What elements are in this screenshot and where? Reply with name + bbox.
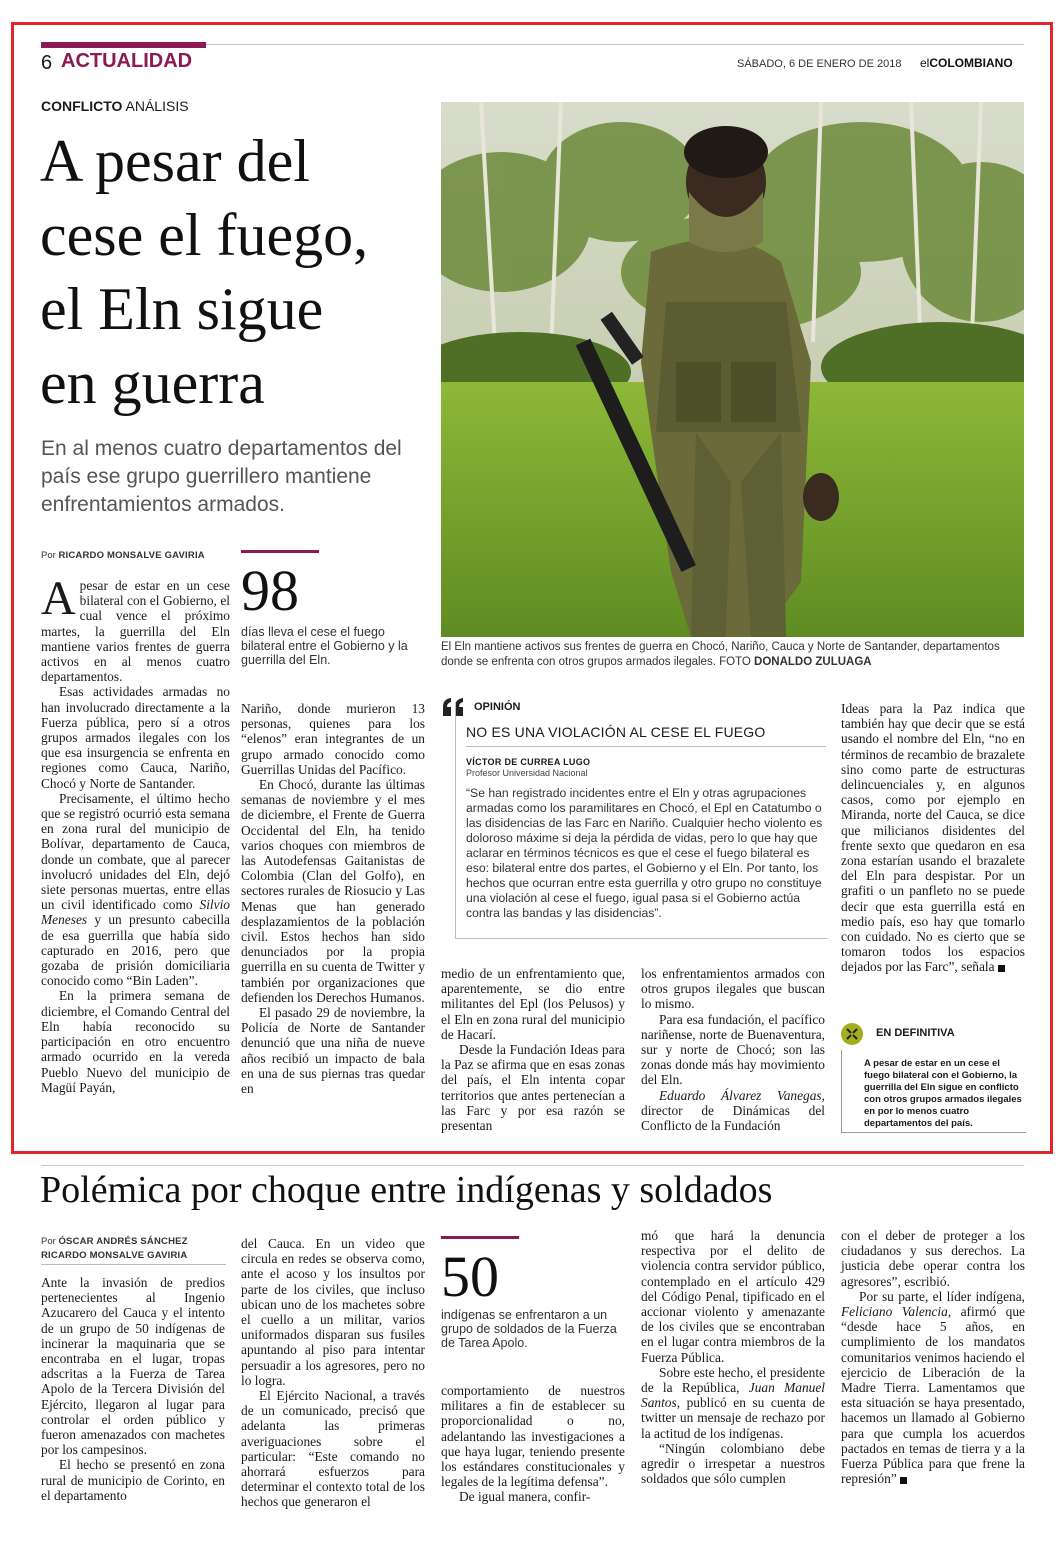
deck: En al menos cuatro departamentos del país ese grupo guerrillero mantiene enfrentamientos armados.	[41, 437, 402, 516]
headline-line: cese el fuego,	[40, 202, 369, 268]
story1-column-1	[41, 572, 230, 1095]
opinion-role: Profesor Universidad Nacional	[466, 768, 588, 778]
opinion-title: NO ES UNA VIOLACIÓN AL CESE EL FUEGO	[466, 724, 766, 740]
paragraph	[641, 1088, 825, 1134]
paragraph	[841, 1289, 1025, 1487]
soldier-photo	[441, 102, 1024, 637]
paragraph-text: Por su parte, el líder indígena,	[859, 1288, 1025, 1304]
page-number: 6	[41, 52, 53, 74]
paragraph-text: Precisamente, el último hecho que se registró ocurrió esta semana en zona rural del municipio de Bolívar, departamento de Cauca, donde un combate, que al parecer involucró unidades del Eln, dejó siete personas muertas, entre ellas un civil identificado como	[41, 790, 230, 913]
person-name: Juan Manuel Santos	[641, 1380, 826, 1411]
story2-column-1	[41, 1275, 225, 1503]
paragraph: En Chocó, durante las últimas semanas de noviembre y el mes de diciembre, el Frente de Guerra Occidental del Eln, ha tenido varios choques con miembros de las Autodefensas Gaitanistas de Colombia (Clan del Golfo), en sectores rurales de Riosucio y Las Menas que han generado desplazamientos de la población civil. Estos hechos han sido denunciados por la propia guerrilla en su cuenta de Twitter y también por organizaciones que defienden los Derechos Humanos.	[241, 777, 425, 1005]
opinion-rule	[455, 702, 456, 938]
main-headline	[40, 124, 430, 420]
paragraph-text: , afirmó que “desde hace 5 años, en cumplimiento de los mandatos comunitarios venimos haciendo el ejercicio de Liberación de la Madre Tierra. Lamentamos que esta situación se haya presentado, hacemos un llamado al Gobierno para que cumpla los acuerdos pactados en temas de tierra y a la Fuerza Pública para que frene la represión”	[841, 1304, 1025, 1487]
byline-2	[41, 1236, 188, 1247]
paper-title: COLOMBIANO	[929, 56, 1013, 70]
photo-caption	[441, 640, 1026, 670]
header-rule	[206, 44, 1024, 45]
story2-column-3	[441, 1383, 625, 1505]
paragraph: medio de un enfrentamiento que, aparentemente, se dio entre militantes del Epl (los Pelusos) y el Eln en zona rural del municipio de Hacarí.	[441, 966, 625, 1042]
second-headline: Polémica por choque entre indígenas y soldados	[40, 1169, 773, 1211]
paragraph	[41, 791, 230, 989]
paragraph: El hecho se presentó en zona rural de municipio de Corinto, en el departamento	[41, 1457, 225, 1503]
story2-column-2	[241, 1236, 425, 1510]
opinion-rule	[466, 746, 826, 747]
opinion-label: OPINIÓN	[474, 701, 521, 713]
paragraph: Nariño, donde murieron 13 personas, quienes para los “elenos” eran integrantes de un grupo armado conocido como Guerrillas Unidas del Pacífico.	[241, 701, 425, 777]
paragraph	[841, 701, 1025, 975]
photo-credit: DONALDO ZULUAGA	[754, 656, 872, 668]
byline	[41, 550, 205, 561]
drop-cap: A	[41, 572, 76, 625]
section-label: ACTUALIDAD	[61, 50, 193, 72]
fact-number: 98	[241, 558, 299, 623]
paragraph	[41, 572, 230, 685]
fact-text-2: indígenas se enfrentaron a un grupo de soldados de la Fuerza de Tarea Apolo.	[441, 1308, 617, 1350]
paragraph: El Ejército Nacional, a través de un comunicado, precisó que adelanta las primeras averiguaciones sobre el particular: “Este comando no ahorrará esfuerzos para determinar el contexto total de los hechos que generaron el	[241, 1388, 425, 1510]
byline-rule	[41, 1264, 226, 1265]
paragraph: Ante la invasión de predios pertenecientes al Ingenio Azucarero del Cauca y el intento de un grupo de 50 indígenas de incinerar la maquinaria que se encontraba en el lugar, tropas adscritas a la Fuerza de Tarea Apolo de la Tercera División del Ejército, llegaron al lugar para controlar el orden público y fueron amenazados con machetes por los campesinos.	[41, 1275, 225, 1458]
story1-column-4	[641, 966, 825, 1133]
paragraph: mó que hará la denuncia respectiva por el delito de violencia contra servidor público, contemplado en el artículo 429 del Código Penal, tipificado en el accionar violento y amenazante de los civiles que se encontraban en el lugar contra miembros de la Fuerza Pública.	[641, 1228, 825, 1365]
opinion-rule	[455, 938, 827, 939]
person-name: Silvio Meneses	[41, 897, 230, 928]
paragraph-text: y un presunto cabecilla de esa guerrilla que había sido capturado en 2016, pero que gozaba de prisión domiciliaria conocido como “Bin Laden”.	[41, 912, 230, 989]
story2-column-5	[841, 1228, 1025, 1486]
byline-name: ÓSCAR ANDRÉS SÁNCHEZ	[58, 1236, 188, 1247]
fact-bar	[241, 550, 319, 553]
paragraph: Esas actividades armadas no han involucrado directamente a la Fuerza pública, pero sí a otros grupos armados ilegales con los que esa insurgencia se enfrenta en regiones como Cauca, Nariño, Chocó y Norte de Santander.	[41, 684, 230, 791]
paragraph-text: , director de Dinámicas del Conflicto de la Fundación	[641, 1087, 825, 1134]
definitiva-text: A pesar de estar en un cese el fuego bilateral con el Gobierno, la guerrilla del Eln sigue en conflicto con otros grupos armados ilegales en por lo menos cuatro departamentos del país.	[864, 1058, 1022, 1129]
fact-number-2: 50	[441, 1244, 499, 1309]
story-divider	[41, 1165, 1024, 1166]
paragraph: “Ningún colombiano debe agredir o irrespetar a nuestros soldados que sólo cumplen	[641, 1440, 825, 1487]
credit-prefix: FOTO	[715, 656, 755, 668]
paragraph: Desde la Fundación Ideas para la Paz se afirma que en esas zonas del país, el Eln intenta copar territorios que antes pertenecían a las Farc y por esa razón se presentan	[441, 1042, 625, 1134]
person-name: Eduardo Álvarez Vanegas	[659, 1087, 822, 1103]
story2-column-4	[641, 1228, 825, 1486]
quote-icon	[441, 696, 465, 718]
paragraph: los enfrentamientos armados con otros grupos ilegales que buscan lo mismo.	[641, 966, 825, 1012]
story1-column-3	[441, 966, 625, 1133]
fact-text: días lleva el cese el fuego bilateral entre el Gobierno y la guerrilla del Eln.	[241, 625, 408, 667]
person-name: Feliciano Valencia	[841, 1304, 948, 1320]
paragraph: comportamiento de nuestros militares a fin de establecer su proporcionalidad o no, adelantando las investigaciones a que haya lugar, teniendo presente los estándares constitucionales y legales de la legítima defensa”.	[441, 1383, 625, 1490]
fact-bar	[441, 1236, 519, 1239]
story1-column-5	[841, 701, 1025, 975]
newspaper-name	[920, 56, 1013, 70]
definitiva-title: EN DEFINITIVA	[876, 1027, 955, 1039]
kicker-bold: CONFLICTO	[41, 98, 123, 114]
paragraph-text: Ideas para la Paz indica que también hay que decir que se está usando el nombre del Eln, “no en términos de recambio de brazalete sino como parte de estructuras delincuenciales y, en algunos casos, como por ejemplo en Miranda, norte del Cauca, se dice que milicianos disidentes del frente sexto que quedaron en esa zona estarían usando el brazalete del Eln para despistar. Por un grafiti o un panfleto no se puede decir que esta guerrilla está en medio país, eso hay que tomarlo con cuidado. No es cierto que se tomaron todos los espacios dejados por las Farc”, señala	[841, 701, 1025, 975]
section-bar	[41, 42, 206, 48]
opinion-text: “Se han registrado incidentes entre el Eln y otras agrupaciones armadas como los paramilitares en Chocó, el Epl en Catatumbo o las disidencias de las Farc en Nariño. Cualquier hecho violento es doloroso máxime si deja la pérdida de vidas, pero lo que hay que aclarar en términos técnicos es que el cese el fuego bilateral es eso: bilateral entre dos partes, el Gobierno y el Eln. Por tanto, los hechos que ocurran entre esta guerrilla y otro grupo no constituye una violación al cese el fuego, igual pasa si el Gobierno actúa contra las bandas y las disidencias”.	[466, 786, 823, 920]
byline-2b	[41, 1250, 187, 1261]
definitiva-icon	[841, 1023, 863, 1045]
caption-text: El Eln mantiene activos sus frentes de guerra en Chocó, Nariño, Cauca y Norte de Santander, departamentos donde se enfrenta con otros grupos armados ilegales.	[441, 641, 1000, 668]
headline-line: A pesar del	[40, 128, 310, 194]
paragraph-text: pesar de estar en un cese bilateral con el Gobierno, el cual vence el próximo martes, la guerrilla del Eln mantiene varios frentes de guerra activos en al menos cuatro departamentos.	[41, 578, 230, 685]
paragraph-text: Sobre este hecho, el presidente de la República,	[641, 1364, 825, 1396]
soldier-photo-illustration	[441, 102, 1024, 637]
byline-prefix: Por	[41, 1236, 59, 1247]
paragraph: En la primera semana de diciembre, el Comando Central del Eln había reconocido su participación en otro encuentro armado ocurrido en la vereda Pueblo Nuevo del municipio de Magüí Payán,	[41, 988, 230, 1095]
story1-column-2	[241, 701, 425, 1096]
paragraph: con el deber de proteger a los ciudadanos y sus derechos. La justicia debe operar contra los agresores”, escribió.	[841, 1228, 1025, 1289]
kicker	[41, 98, 189, 114]
paragraph: El pasado 29 de noviembre, la Policía de Norte de Santander denunció que una niña de nueve años recibió un impacto de bala en una de sus piernas tras quedar en	[241, 1005, 425, 1097]
issue-date: SÁBADO, 6 DE ENERO DE 2018	[737, 58, 902, 70]
headline-line: en guerra	[40, 350, 265, 416]
end-mark	[900, 1477, 907, 1484]
paragraph-text: , publicó en su cuenta de twitter un mensaje de rechazo por la actitud de los indígenas.	[641, 1395, 825, 1441]
arrows-icon	[841, 1023, 863, 1045]
end-mark	[998, 965, 1005, 972]
byline-name: RICARDO MONSALVE GAVIRIA	[41, 1250, 188, 1261]
byline-prefix: Por	[41, 550, 59, 561]
paragraph: Para esa fundación, el pacífico nariñense, norte de Buenaventura, sur y norte de Chocó; son las zonas donde más hay movimiento del Eln.	[641, 1011, 825, 1088]
kicker-rest: ANÁLISIS	[122, 98, 189, 114]
paragraph: De igual manera, confir-	[459, 1489, 591, 1505]
paragraph	[641, 1365, 825, 1441]
byline-name: RICARDO MONSALVE GAVIRIA	[58, 550, 205, 561]
paper-prefix: el	[920, 56, 930, 70]
headline-line: el Eln sigue	[40, 276, 324, 342]
paragraph: del Cauca. En un video que circula en redes se observa como, ante el acoso y los insultos por parte de los civiles, que incluso ubican uno de los machetes sobre el cuello a un militar, varios uniformados disparan sus fusiles apuntando al piso para intentar persuadir a los agresores, pero no lo logra.	[241, 1236, 425, 1388]
opinion-author: VÍCTOR DE CURREA LUGO	[466, 757, 591, 767]
